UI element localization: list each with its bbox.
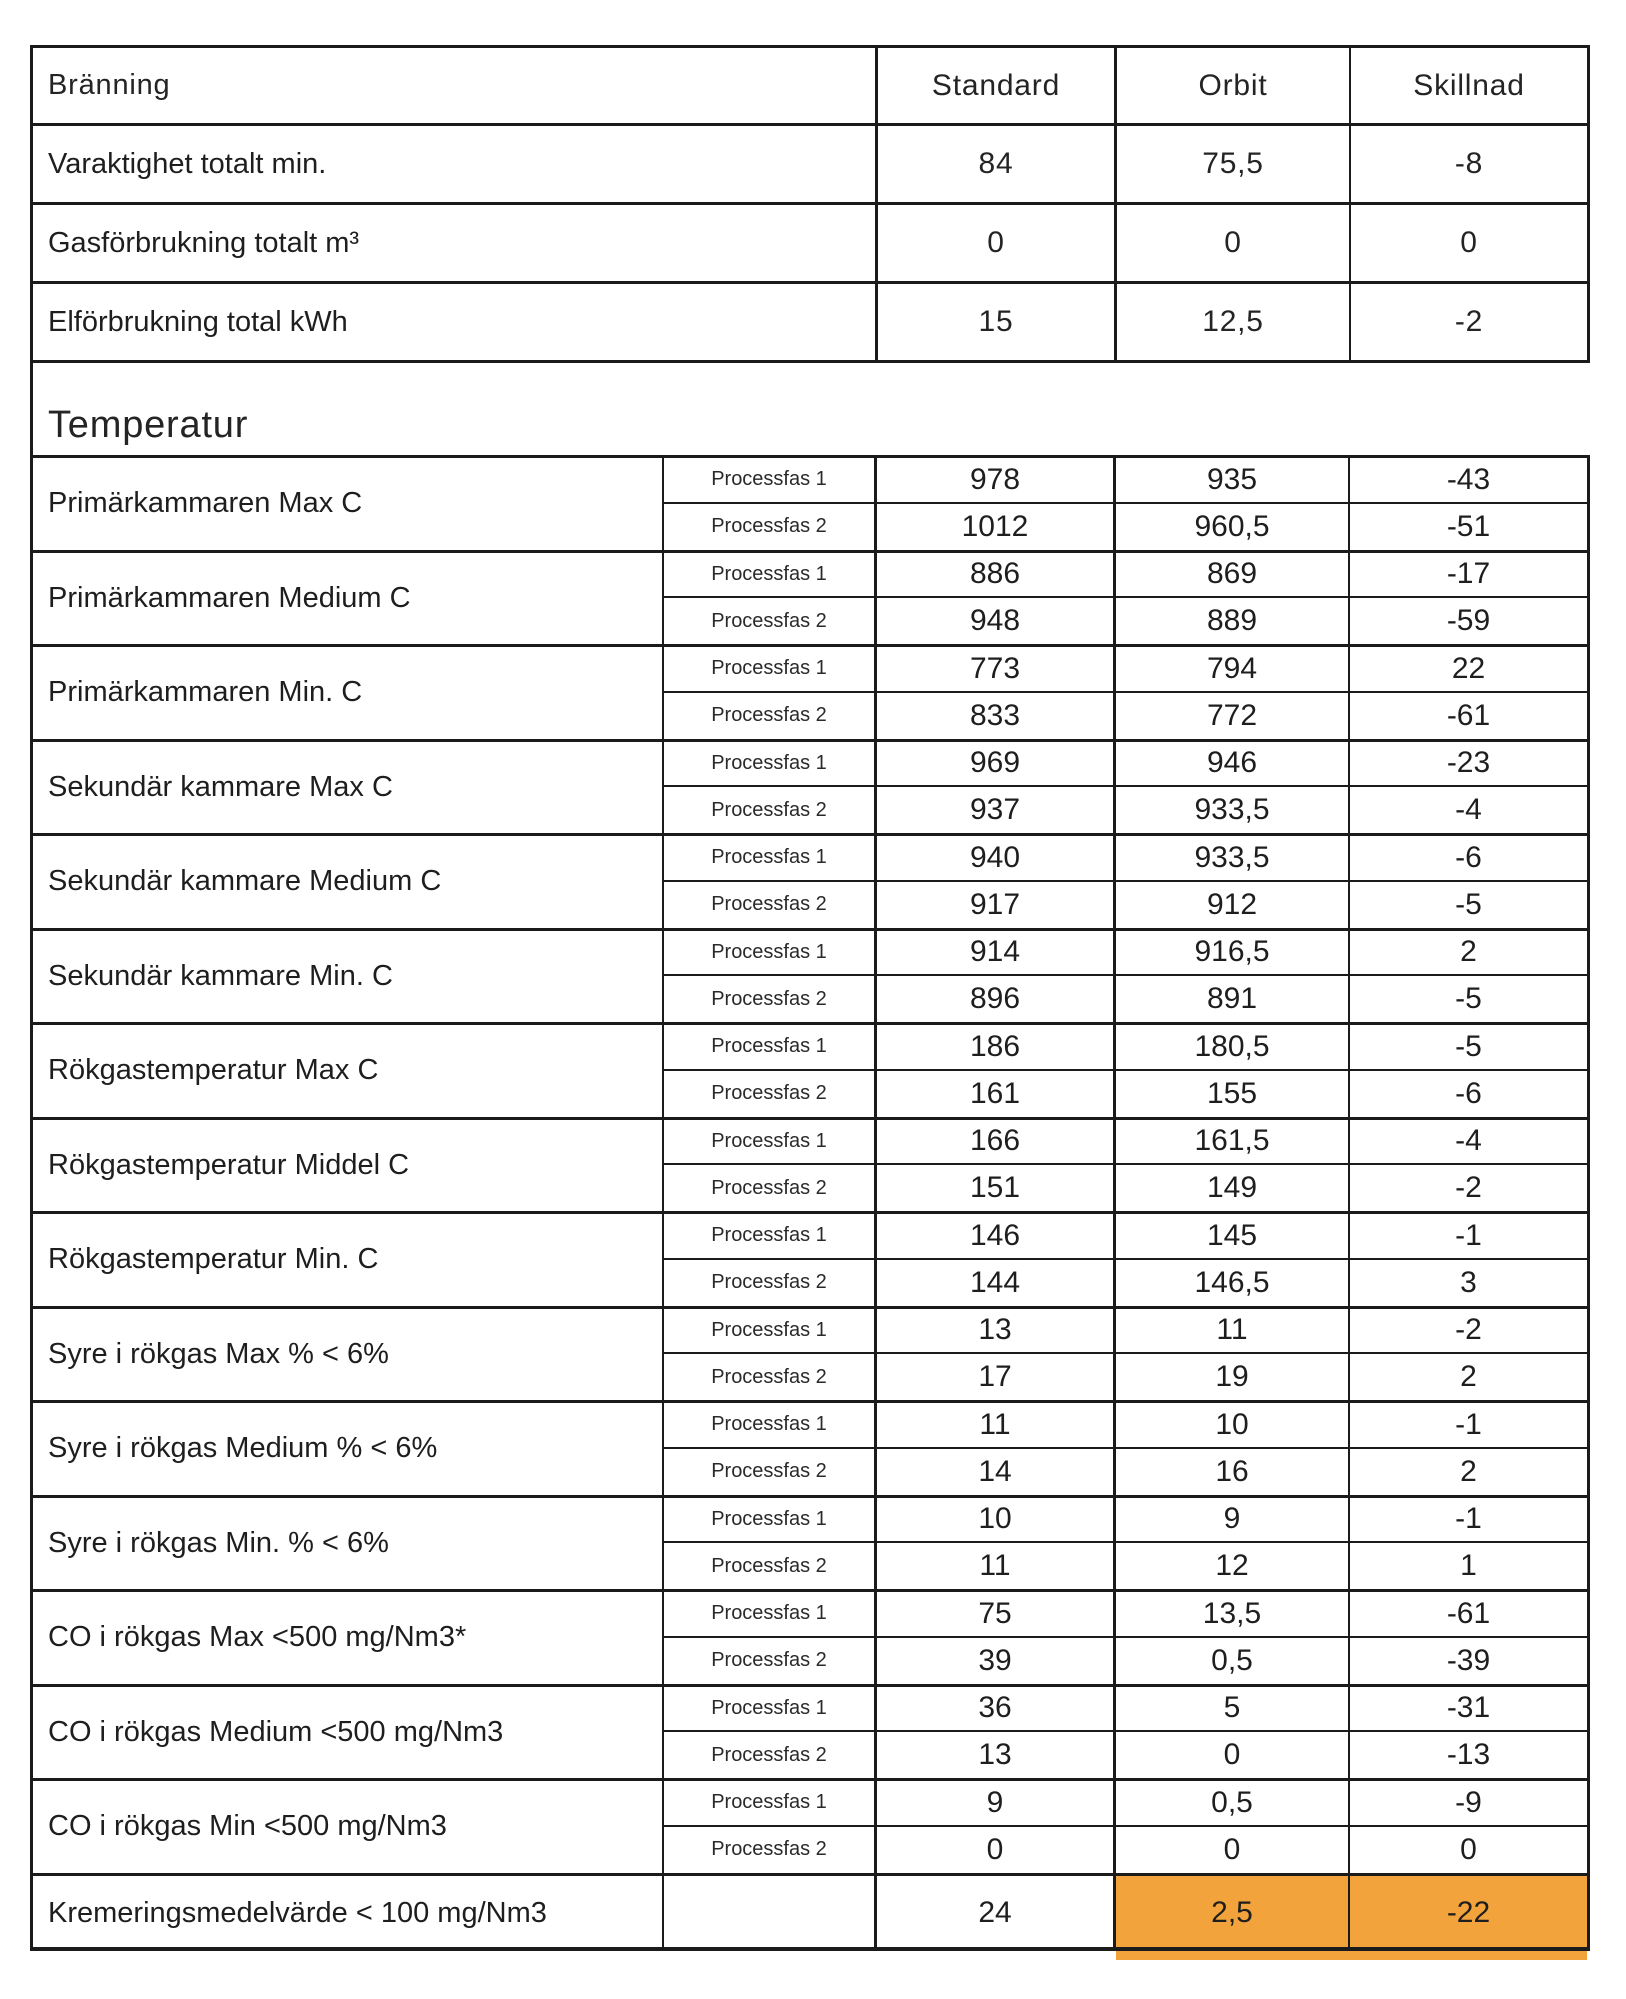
orbit-value: 0 [1117, 205, 1351, 281]
standard-value: 937 [877, 787, 1116, 833]
row-label: CO i rökgas Medium <500 mg/Nm3 [33, 1687, 664, 1779]
orbit-value: 946 [1116, 742, 1350, 788]
standard-value: 14 [877, 1449, 1116, 1495]
phase-label: Processfas 1 [664, 1687, 877, 1733]
skillnad-value: 2 [1460, 1454, 1477, 1488]
row-label: Sekundär kammare Max C [33, 742, 664, 834]
skillnad-value: -61 [1350, 1592, 1587, 1638]
phase-label: Processfas 2 [664, 1165, 877, 1211]
orbit-value: 772 [1116, 693, 1350, 739]
skillnad-value: -2 [1455, 1171, 1482, 1205]
skillnad-value: -13 [1446, 1738, 1491, 1772]
standard-value: 24 [877, 1876, 1116, 1951]
row-label: Rökgastemperatur Min. C [33, 1214, 664, 1306]
standard-value: 886 [877, 553, 1116, 599]
column-header-orbit: Orbit [1117, 48, 1351, 123]
table-title: Bränning [33, 48, 878, 123]
orbit-value: 9 [1116, 1498, 1350, 1544]
skillnad-value: -5 [1350, 1025, 1587, 1071]
table-row [33, 284, 1587, 360]
skillnad-value: 2 [1350, 931, 1587, 977]
row-label: Sekundär kammare Medium C [33, 836, 664, 928]
orbit-value: 11 [1116, 1309, 1350, 1355]
standard-value: 166 [877, 1120, 1116, 1166]
skillnad-value: -1 [1350, 1214, 1587, 1260]
standard-value: 978 [877, 458, 1116, 504]
orbit-value: 0 [1116, 1732, 1350, 1778]
temperature-group [33, 1214, 1587, 1309]
standard-value: 186 [877, 1025, 1116, 1071]
phase-label: Processfas 2 [664, 1260, 877, 1306]
standard-value: 144 [877, 1260, 1116, 1306]
standard-value: 0 [878, 205, 1117, 281]
phase-label: Processfas 2 [664, 1071, 877, 1117]
row-label: Sekundär kammare Min. C [33, 931, 664, 1023]
section-title: Temperatur [48, 404, 249, 446]
standard-value: 161 [877, 1071, 1116, 1117]
phase-label: Processfas 1 [664, 647, 877, 693]
skillnad-value: 22 [1350, 647, 1587, 693]
row-label: Elförbrukning total kWh [33, 284, 878, 360]
phase-label: Processfas 1 [664, 458, 877, 504]
burning-summary-section [30, 45, 1590, 363]
row-label: CO i rökgas Min <500 mg/Nm3 [33, 1781, 664, 1873]
table-row [33, 126, 1587, 205]
orbit-value: 0 [1116, 1827, 1350, 1873]
standard-value: 39 [877, 1638, 1116, 1684]
orbit-value: 19 [1116, 1354, 1350, 1400]
phase-label: Processfas 2 [664, 1638, 877, 1684]
standard-value: 13 [877, 1732, 1116, 1778]
orbit-value: 891 [1116, 976, 1350, 1022]
orbit-value: 75,5 [1117, 126, 1351, 202]
orbit-value: 916,5 [1116, 931, 1350, 977]
phase-label: Processfas 1 [664, 931, 877, 977]
standard-value: 84 [878, 126, 1117, 202]
orbit-value: 10 [1116, 1403, 1350, 1449]
table-row [33, 205, 1587, 284]
skillnad-value: -31 [1350, 1687, 1587, 1733]
temperature-group [33, 1309, 1587, 1404]
standard-value: 75 [877, 1592, 1116, 1638]
row-label: Rökgastemperatur Max C [33, 1025, 664, 1117]
orbit-value: 869 [1116, 553, 1350, 599]
phase-label: Processfas 1 [664, 1781, 877, 1827]
skillnad-value: -59 [1446, 604, 1491, 638]
phase-label: Processfas 1 [664, 1120, 877, 1166]
orbit-value: 935 [1116, 458, 1350, 504]
skillnad-value: 0 [1460, 1832, 1477, 1866]
standard-value: 9 [877, 1781, 1116, 1827]
standard-value: 10 [877, 1498, 1116, 1544]
skillnad-value: -23 [1350, 742, 1587, 788]
phase-label: Processfas 2 [664, 1543, 877, 1589]
temperature-group [33, 1781, 1587, 1876]
skillnad-value: -5 [1455, 982, 1482, 1016]
orbit-value: 12 [1116, 1543, 1350, 1589]
temperature-group [33, 458, 1587, 553]
final-summary-row [33, 1876, 1587, 1951]
orbit-value: 794 [1116, 647, 1350, 693]
orbit-value: 149 [1116, 1165, 1350, 1211]
temperature-group [33, 1592, 1587, 1687]
orbit-value: 0,5 [1116, 1781, 1350, 1827]
orbit-value-highlighted: 2,5 [1116, 1876, 1350, 1951]
skillnad-value: -1 [1350, 1403, 1587, 1449]
column-header-skillnad: Skillnad [1413, 68, 1525, 102]
standard-value: 773 [877, 647, 1116, 693]
skillnad-value: -5 [1455, 887, 1482, 921]
standard-value: 948 [877, 598, 1116, 644]
phase-label: Processfas 1 [664, 1025, 877, 1071]
standard-value: 969 [877, 742, 1116, 788]
orbit-value: 912 [1116, 882, 1350, 928]
temperature-group [33, 836, 1587, 931]
comparison-table [30, 45, 1590, 1951]
skillnad-value: -2 [1350, 1309, 1587, 1355]
standard-value: 896 [877, 976, 1116, 1022]
orbit-value: 933,5 [1116, 836, 1350, 882]
orbit-value: 0,5 [1116, 1638, 1350, 1684]
skillnad-value: -61 [1446, 698, 1491, 732]
phase-cell-empty [664, 1876, 877, 1951]
skillnad-value-highlighted: -22 [1446, 1896, 1491, 1929]
phase-label: Processfas 2 [664, 693, 877, 739]
orbit-value: 161,5 [1116, 1120, 1350, 1166]
orbit-value: 960,5 [1116, 504, 1350, 550]
skillnad-value: 2 [1460, 1360, 1477, 1394]
skillnad-value: -6 [1455, 1076, 1482, 1110]
phase-label: Processfas 2 [664, 1732, 877, 1778]
temperature-group [33, 647, 1587, 742]
skillnad-value: -17 [1350, 553, 1587, 599]
skillnad-value: -51 [1446, 509, 1491, 543]
orbit-value: 146,5 [1116, 1260, 1350, 1306]
row-label: Kremeringsmedelvärde < 100 mg/Nm3 [33, 1876, 664, 1951]
orbit-value: 13,5 [1116, 1592, 1350, 1638]
temperature-groups [33, 458, 1587, 1876]
temperature-section [30, 455, 1590, 1951]
skillnad-value: 1 [1460, 1549, 1477, 1583]
temperature-group [33, 1498, 1587, 1593]
standard-value: 13 [877, 1309, 1116, 1355]
phase-label: Processfas 2 [664, 598, 877, 644]
phase-label: Processfas 1 [664, 1214, 877, 1260]
phase-label: Processfas 1 [664, 553, 877, 599]
temperature-group [33, 1403, 1587, 1498]
standard-value: 1012 [877, 504, 1116, 550]
orbit-value: 933,5 [1116, 787, 1350, 833]
standard-value: 11 [877, 1543, 1116, 1589]
orbit-value: 180,5 [1116, 1025, 1350, 1071]
skillnad-value: -1 [1350, 1498, 1587, 1544]
row-label: Primärkammaren Medium C [33, 553, 664, 645]
standard-value: 914 [877, 931, 1116, 977]
orbit-value: 12,5 [1117, 284, 1351, 360]
section-title-band [30, 363, 1590, 455]
phase-label: Processfas 1 [664, 1403, 877, 1449]
row-label: Syre i rökgas Medium % < 6% [33, 1403, 664, 1495]
phase-label: Processfas 2 [664, 882, 877, 928]
temperature-group [33, 1120, 1587, 1215]
phase-label: Processfas 1 [664, 1592, 877, 1638]
skillnad-value: -39 [1446, 1643, 1491, 1677]
skillnad-value: -9 [1350, 1781, 1587, 1827]
standard-value: 17 [877, 1354, 1116, 1400]
orbit-value: 16 [1116, 1449, 1350, 1495]
temperature-group [33, 1687, 1587, 1782]
standard-value: 940 [877, 836, 1116, 882]
skillnad-value: -43 [1350, 458, 1587, 504]
phase-label: Processfas 2 [664, 1354, 877, 1400]
skillnad-value: 0 [1460, 226, 1478, 259]
skillnad-value: -2 [1454, 305, 1484, 338]
temperature-group [33, 1025, 1587, 1120]
orbit-value: 155 [1116, 1071, 1350, 1117]
row-label: Gasförbrukning totalt m³ [33, 205, 878, 281]
phase-label: Processfas 1 [664, 1498, 877, 1544]
column-header-standard: Standard [878, 48, 1117, 123]
phase-label: Processfas 2 [664, 1449, 877, 1495]
standard-value: 11 [877, 1403, 1116, 1449]
table-header-row [33, 48, 1587, 126]
standard-value: 917 [877, 882, 1116, 928]
skillnad-value: -8 [1454, 147, 1484, 180]
standard-value: 15 [878, 284, 1117, 360]
phase-label: Processfas 2 [664, 504, 877, 550]
standard-value: 36 [877, 1687, 1116, 1733]
standard-value: 146 [877, 1214, 1116, 1260]
table-bottom-border [33, 1947, 1587, 1951]
phase-label: Processfas 1 [664, 836, 877, 882]
orbit-value: 145 [1116, 1214, 1350, 1260]
skillnad-value: -4 [1350, 1120, 1587, 1166]
skillnad-value: -6 [1350, 836, 1587, 882]
standard-value: 0 [877, 1827, 1116, 1873]
temperature-group [33, 742, 1587, 837]
row-label: Varaktighet totalt min. [33, 126, 878, 202]
orbit-value: 5 [1116, 1687, 1350, 1733]
standard-value: 833 [877, 693, 1116, 739]
phase-label: Processfas 1 [664, 742, 877, 788]
row-label: CO i rökgas Max <500 mg/Nm3* [33, 1592, 664, 1684]
skillnad-value: 3 [1460, 1265, 1477, 1299]
row-label: Primärkammaren Max C [33, 458, 664, 550]
phase-label: Processfas 1 [664, 1309, 877, 1355]
orbit-value: 889 [1116, 598, 1350, 644]
row-label: Syre i rökgas Min. % < 6% [33, 1498, 664, 1590]
temperature-group [33, 931, 1587, 1026]
temperature-group [33, 553, 1587, 648]
row-label: Syre i rökgas Max % < 6% [33, 1309, 664, 1401]
phase-label: Processfas 2 [664, 787, 877, 833]
standard-value: 151 [877, 1165, 1116, 1211]
phase-label: Processfas 2 [664, 1827, 877, 1873]
skillnad-value: -4 [1455, 793, 1482, 827]
phase-label: Processfas 2 [664, 976, 877, 1022]
row-label: Primärkammaren Min. C [33, 647, 664, 739]
row-label: Rökgastemperatur Middel C [33, 1120, 664, 1212]
